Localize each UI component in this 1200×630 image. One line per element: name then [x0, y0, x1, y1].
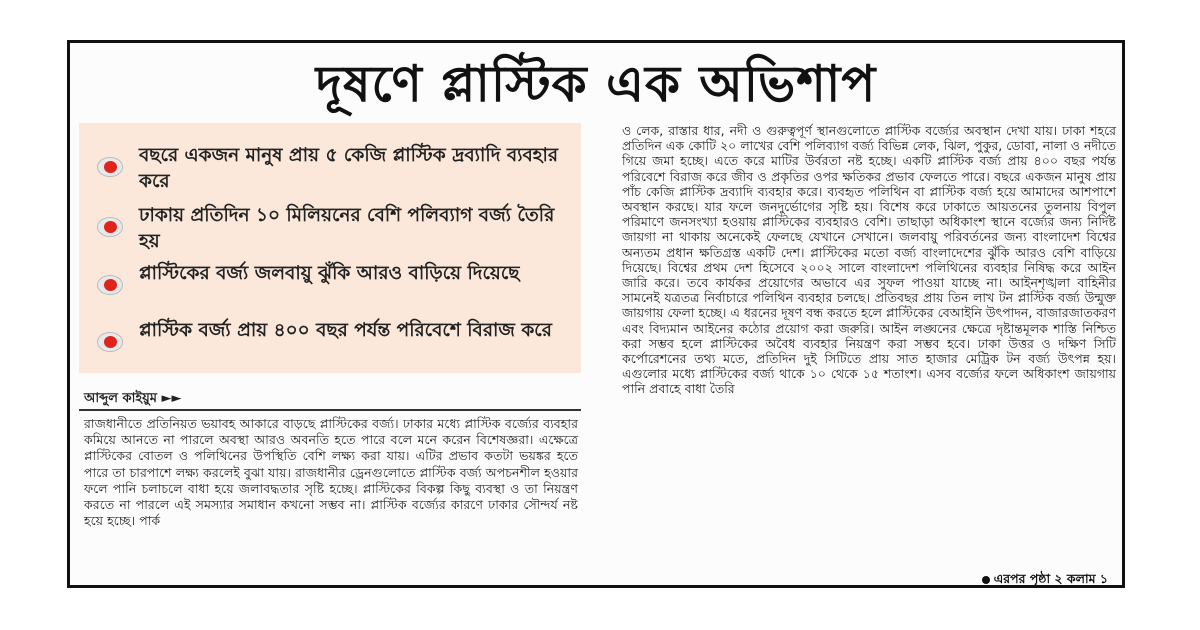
continuation-text: এরপর পৃষ্ঠা ২ কলাম ১: [993, 571, 1108, 586]
highlight-item: [79, 318, 581, 370]
highlight-text: ঢাকায় প্রতিদিন ১০ মিলিয়নের বেশি পলিব্যাগ বর্জ্য তৈরি হয়: [139, 205, 555, 252]
highlight-item: [79, 143, 581, 195]
article-body-right-column: ও লেক, রাস্তার ধার, নদী ও গুরুত্বপূর্ণ স্থানগুলোতে প্লাস্টিক বর্জ্যের অবস্থান দেখা যায়। ঢাকা শহরে প্রতিদিন এক কোটি ২০ লাখের বেশি পলিব্যাগ বর্জ্য বিভিন্ন লেক, ঝিল, পুকুর, ডোবা, নালা ও নদীতে গিয়ে জমা হচ্ছে। এতে করে মাটির উর্বরতা নষ্ট হচ্ছে। একটি প্লাস্টিক বর্জ্য প্রায় ৪০০ বছর পর্যন্ত পরিবেশে বিরাজ করে জীব ও প্রকৃতির ওপর ক্ষতিকর প্রভাব ফেলতে পারে। বছরে একজন মানুষ প্রায় পাঁচ কেজি প্লাস্টিক দ্রব্যাদি ব্যবহার করে। ব্যবহৃত পলিথিন বা প্লাস্টিক বর্জ্য হয়ে আমাদের আশপাশে অবস্থান করছে। যার ফলে জনদুর্ভোগের সৃষ্টি হয়। বিশেষ করে ঢাকাতে আয়তনের তুলনায় বিপুল পরিমাণে জনসংখ্যা হওয়ায় প্লাস্টিকের ব্যবহারও বেশি। তাছাড়া অধিকাংশ স্থানে বর্জ্যের জন্য নির্দিষ্ট জায়গা না থাকায় অনেকেই ফেলছে যেখানে সেখানে। জলবায়ু পরিবর্তনের জন্য বাংলাদেশ বিশ্বের অন্যতম প্রধান ক্ষতিগ্রস্ত একটি দেশ। প্লাস্টিকের মতো বর্জ্য বাংলাদেশের ঝুঁকি আরও বেশি বাড়িয়ে দিয়েছে। বিশ্বের প্রথম দেশ হিসেবে ২০০২ সালে বাংলাদেশ পলিথিনের ব্যবহার নিষিদ্ধ করে আইন জারি করে। তবে কার্যকর প্রয়োগের অভাবে এর সুফল পাওয়া যাচ্ছে না। আইনশৃঙ্খলা বাহিনীর সামনেই যত্রতত্র নির্বাচারে পলিথিন ব্যবহার চলছে। প্রতিবছর প্রায় তিন লাখ টন প্লাস্টিক বর্জ্য উন্মুক্ত জায়গায় ফেলা হচ্ছে। এ ধরনের দূষণ বন্ধ করতে হলে প্লাস্টিকের বেআইনি উৎপাদন, বাজারজাতকরণ এবং বিদ্যমান আইনের কঠোর প্রয়োগ করা জরুরি। আইন লঙ্ঘনের ক্ষেত্রে দৃষ্টান্তমূলক শাস্তি নিশ্চিত করা সম্ভব হলে প্লাস্টিকের অবৈধ ব্যবহার নিয়ন্ত্রণ করা সম্ভব হবে। ঢাকা উত্তর ও দক্ষিণ সিটি কর্পোরেশনের তথ্য মতে, প্রতিদিন দুই সিটিতে প্রায় সাত হাজার মেট্রিক টন বর্জ্য উৎপন্ন হয়। এগুলোর মধ্যে প্লাস্টিকের বর্জ্য থাকে ১০ থেকে ১৫ শতাংশ। এসব বর্জ্যের ফলে অধিকাংশ জায়গায় পানি প্রবাহে বাধা তৈরি: [622, 123, 1116, 397]
bullet-dot-icon: [982, 576, 990, 584]
red-dot-bullet-icon: [97, 157, 123, 177]
continuation-note: [982, 571, 1108, 588]
highlight-text: প্লাস্টিকের বর্জ্য জলবায়ু ঝুঁকি আরও বাড়িয়ে দিয়েছে: [139, 263, 520, 284]
highlight-text: বছরে একজন মানুষ প্রায় ৫ কেজি প্লাস্টিক দ্রব্যাদি ব্যবহার করে: [139, 145, 559, 192]
highlight-text: প্লাস্টিক বর্জ্য প্রায় ৪০০ বছর পর্যন্ত পরিবেশে বিরাজ করে: [139, 320, 552, 341]
red-dot-bullet-icon: [97, 332, 123, 352]
byline: আব্দুল কাইয়ুম ►►: [84, 391, 182, 406]
red-dot-bullet-icon: [97, 217, 123, 237]
article-body-left-column: রাজধানীতে প্রতিনিয়ত ভয়াবহ আকারে বাড়ছে প্লাস্টিকের বর্জ্য। ঢাকার মধ্যে প্লাস্টিক বর্জ্যের ব্যবহার কমিয়ে আনতে না পারলে অবস্থা আরও অবনতি হতে পারে বলে মনে করেন বিশেষজ্ঞরা। এক্ষেত্রে প্লাস্টিকের বোতল ও পলিথিনের উপস্থিতি বেশি লক্ষ্য করা যায়। এটির প্রভাব কতটা ভয়ঙ্কর হতে পারে তা চারপাশে লক্ষ্য করলেই বুঝা যায়। রাজধানীর ড্রেনগুলোতে প্লাস্টিক বর্জ্য অপচনশীল হওয়ার ফলে পানি চলাচলে বাধা হয়ে জলাবদ্ধতার সৃষ্টি হচ্ছে। প্লাস্টিকের বিকল্প কিছু ব্যবস্থা ও তা নিয়ন্ত্রণ করতে না পারলে এই সমস্যার সমাধান কখনো সম্ভব না। প্লাস্টিক বর্জ্যের কারণে ঢাকার সৌন্দর্য নষ্ট হয়ে হচ্ছে। পার্ক: [84, 416, 578, 529]
highlight-item: [79, 203, 581, 255]
highlight-item: [79, 261, 581, 313]
newspaper-clipping: [67, 40, 1125, 588]
red-dot-bullet-icon: [97, 275, 123, 295]
highlight-box: [79, 123, 581, 373]
headline: দূষণে প্লাস্টিক এক অভিশাপ: [315, 54, 877, 113]
byline-divider: [79, 409, 581, 411]
